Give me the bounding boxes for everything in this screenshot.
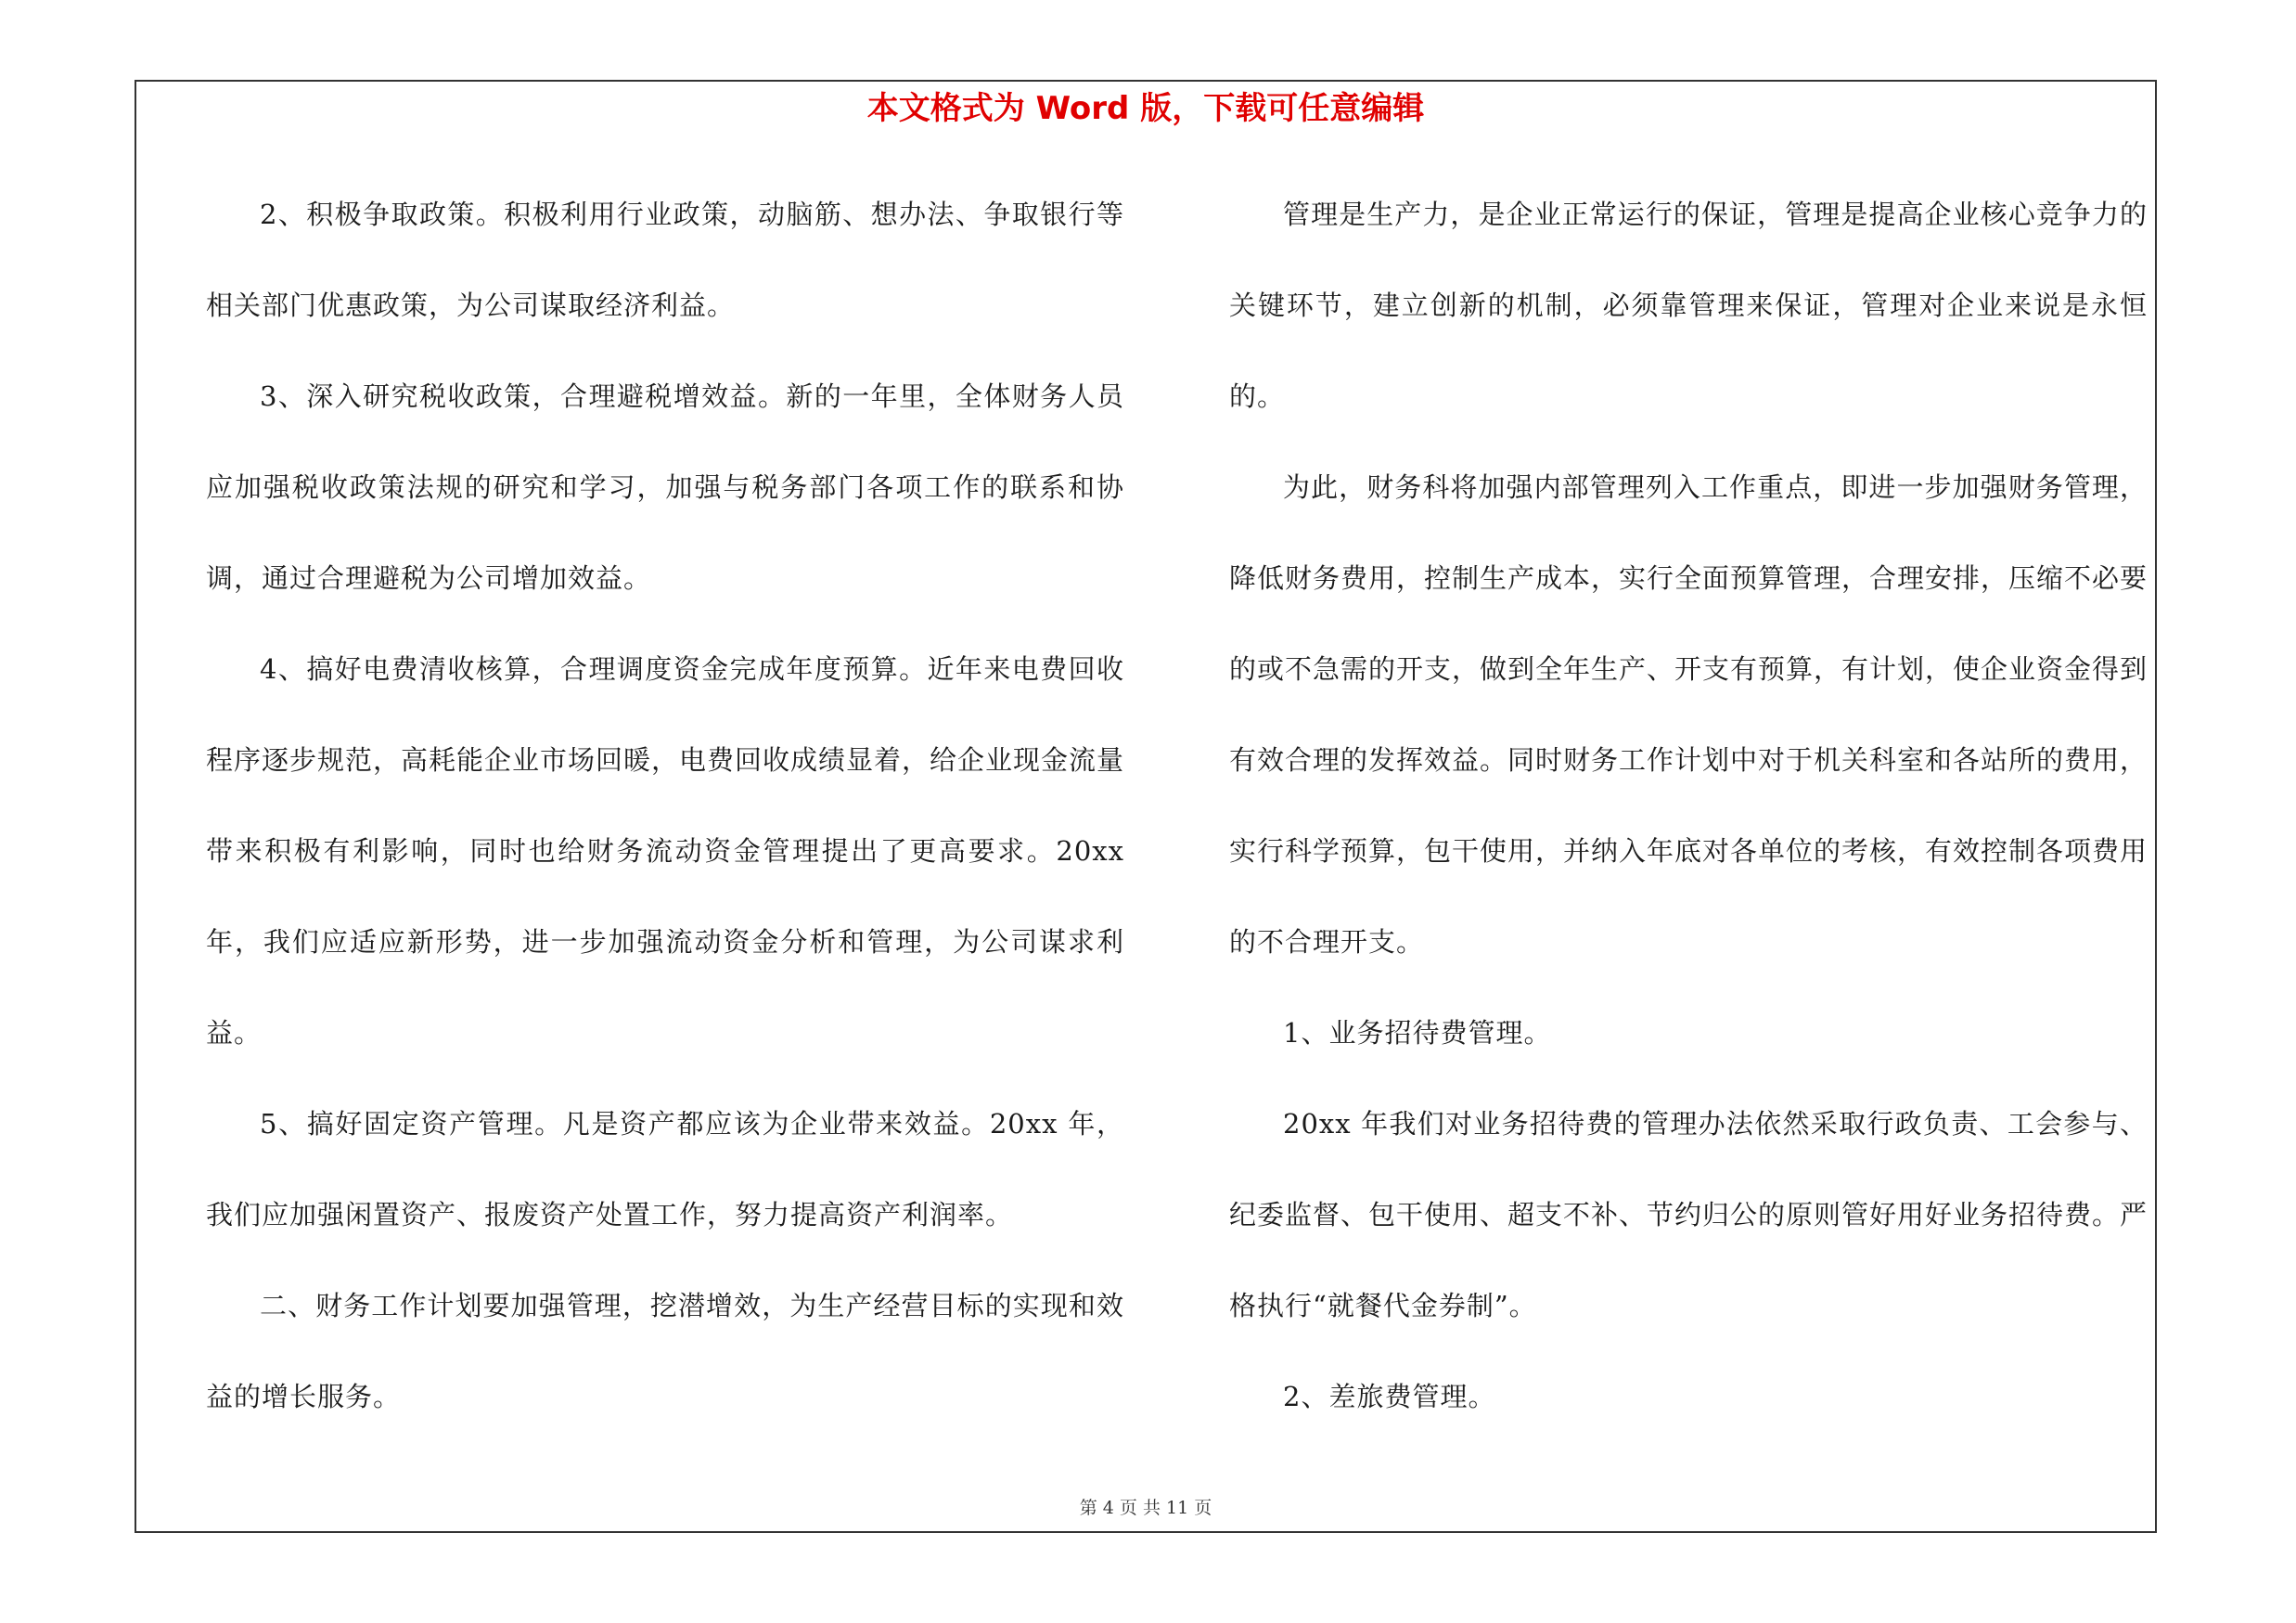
word-format-banner: 本文格式为 Word 版，下载可任意编辑 [866,90,1425,127]
right-text-column [1229,169,2148,1442]
subheading-paragraph: 2、差旅费管理。 [1283,1381,1496,1412]
section-heading-paragraph: 二、财务工作计划要加强管理，挖潜增效，为生产经营目标的实现和效益的增长服务。 [206,1290,1124,1412]
subheading-paragraph: 1、业务招待费管理。 [1283,1017,1552,1049]
paragraph: 3、深入研究税收政策，合理避税增效益。新的一年里，全体财务人员应加强税收政策法规的研究和学习，加强与税务部门各项工作的联系和协调，通过合理避税为公司增加效益。 [206,380,1124,594]
paragraph: 为此，财务科将加强内部管理列入工作重点，即进一步加强财务管理，降低财务费用，控制生产成本，实行全面预算管理，合理安排，压缩不必要的或不急需的开支，做到全年生产、开支有预算，有计划，使企业资金得到有效合理的发挥效益。同时财务工作计划中对于机关科室和各站所的费用，实行科学预算，包干使用，并纳入年底对各单位的考核，有效控制各项费用的不合理开支。 [1229,471,2148,958]
paragraph: 管理是生产力，是企业正常运行的保证，管理是提高企业核心竞争力的关键环节，建立创新的机制，必须靠管理来保证，管理对企业来说是永恒的。 [1229,199,2148,412]
left-text-column [206,169,1124,1442]
paragraph: 20xx 年我们对业务招待费的管理办法依然采取行政负责、工会参与、纪委监督、包干使用、超支不补、节约归公的原则管好用好业务招待费。严格执行“就餐代金券制”。 [1229,1108,2148,1321]
page-number-footer: 第 4 页 共 11 页 [1079,1498,1212,1518]
paragraph: 2、积极争取政策。积极利用行业政策，动脑筋、想办法、争取银行等相关部门优惠政策，为公司谋取经济利益。 [206,199,1124,321]
paragraph: 5、搞好固定资产管理。凡是资产都应该为企业带来效益。20xx 年，我们应加强闲置资产、报废资产处置工作，努力提高资产利润率。 [206,1108,1124,1230]
paragraph: 4、搞好电费清收核算，合理调度资金完成年度预算。近年来电费回收程序逐步规范，高耗能企业市场回暖，电费回收成绩显着，给企业现金流量带来积极有利影响，同时也给财务流动资金管理提出了更高要求。20xx 年，我们应适应新形势，进一步加强流动资金分析和管理，为公司谋求利益。 [206,653,1125,1049]
